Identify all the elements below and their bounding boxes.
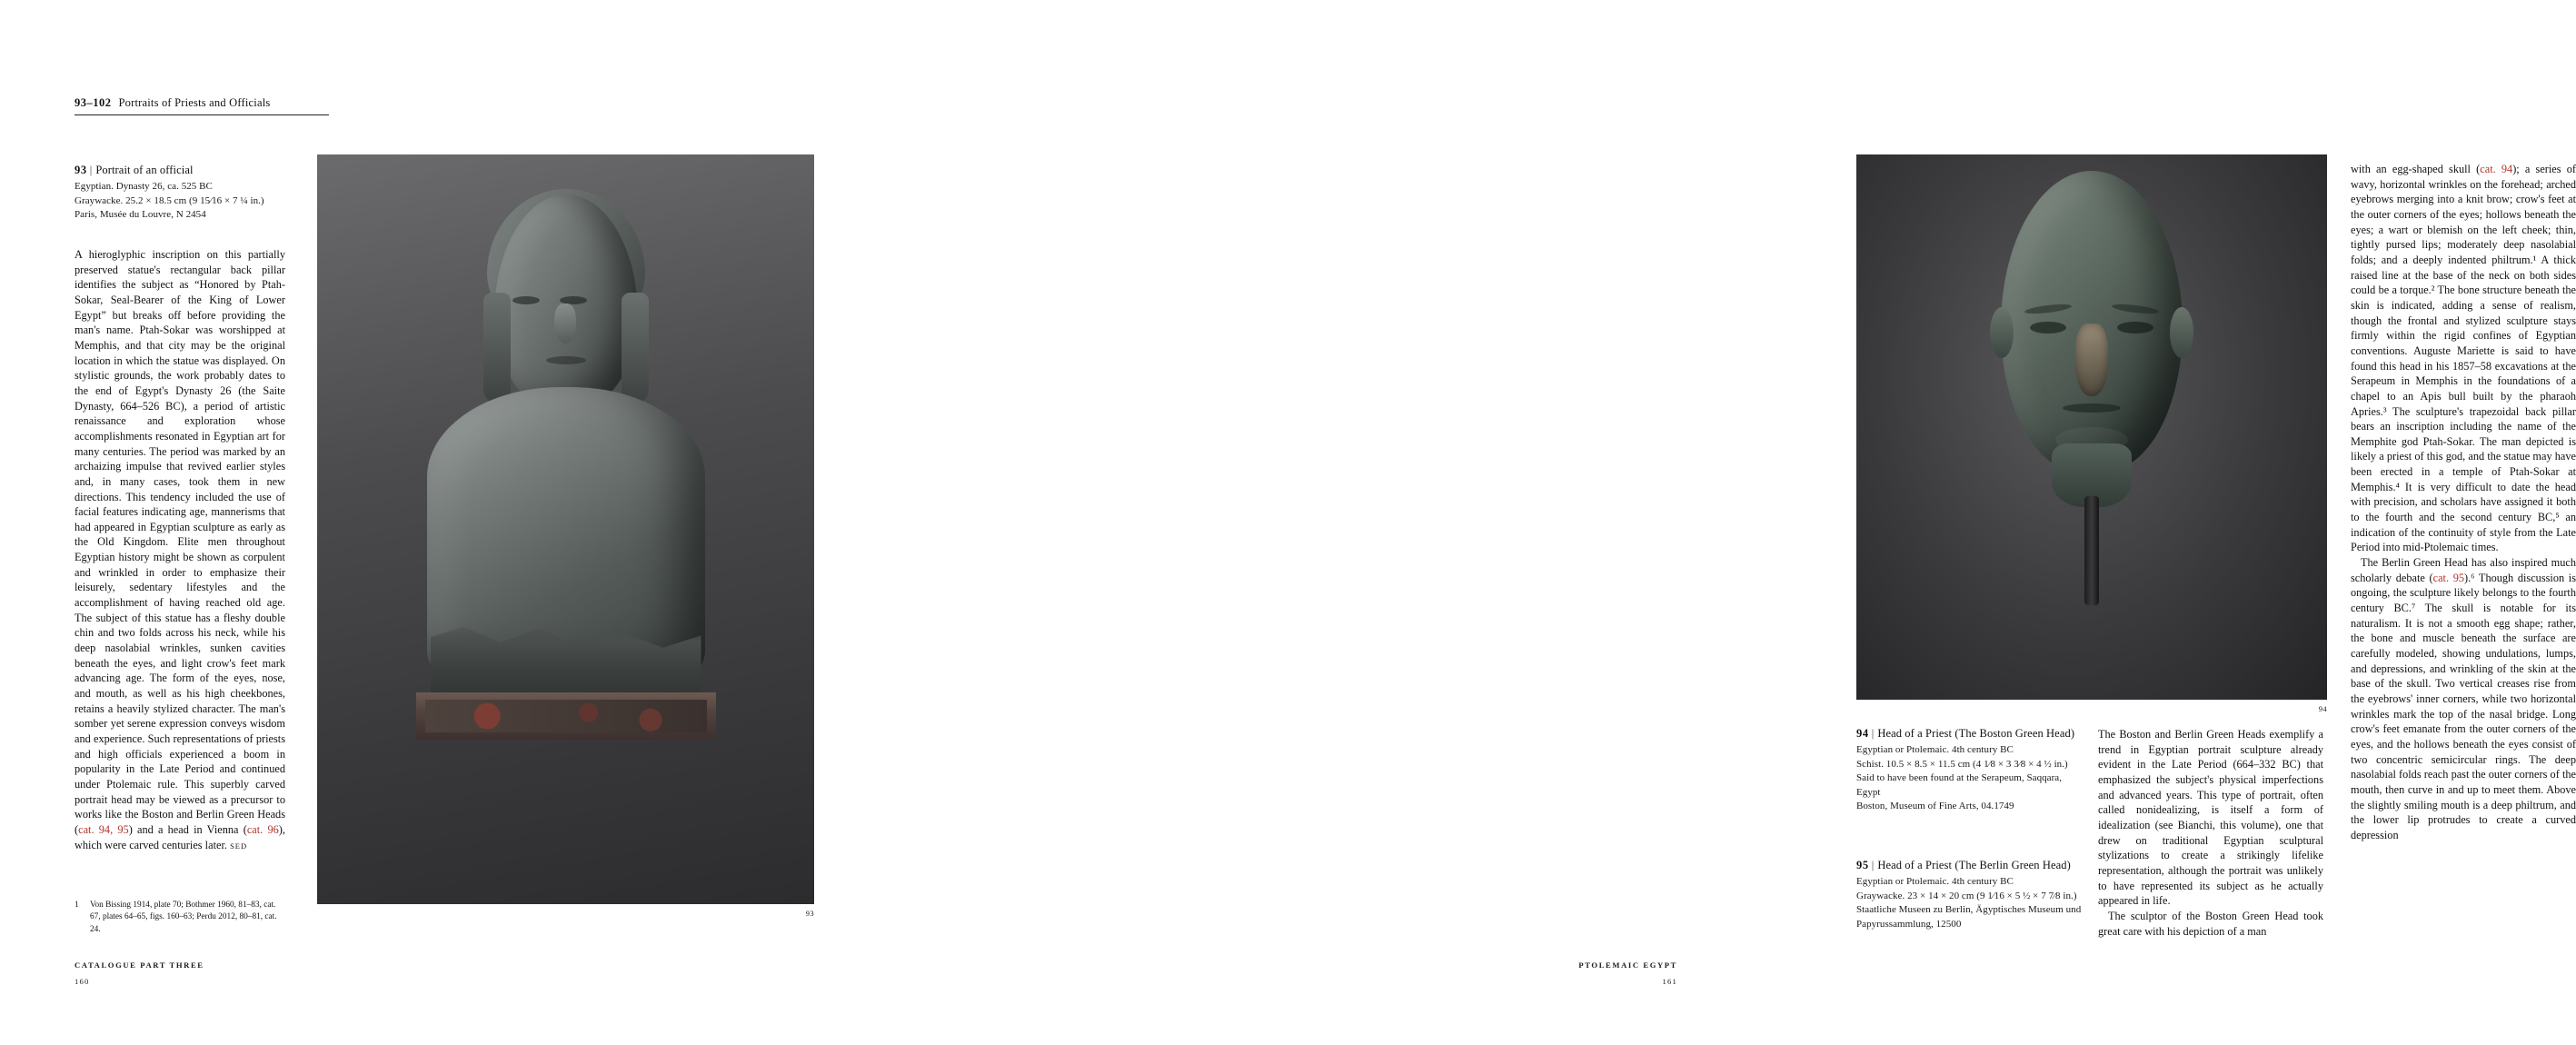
right-body-column-two (2098, 727, 2323, 939)
catalog-entry-93-meta-line-2: Graywacke. 25.2 × 18.5 cm (9 15⁄16 × 7 ¼ in.) (75, 194, 264, 206)
bust-nose (554, 304, 576, 343)
left-page (0, 0, 896, 1045)
left-footnote (75, 900, 285, 936)
catalog-entry-93-number: 93 (75, 164, 87, 176)
catalog-entry-93-meta-line-1: Egyptian. Dynasty 26, ca. 525 BC (75, 181, 213, 192)
catalog-entry-93-title-line (75, 164, 293, 177)
right-body-column-three (2351, 162, 2576, 843)
catalog-entry-94-title: Head of a Priest (The Boston Green Head) (1877, 727, 2075, 740)
green-head-mouth (2063, 403, 2121, 413)
catalog-entry-93-meta (75, 180, 293, 223)
bust-eye-left (512, 296, 540, 304)
right-column-three-paragraph-2: The Berlin Green Head has also inspired much scholarly debate (cat. 95).⁶ Though discussion is ongoing, the sculpture likely belongs to the fourth century BC.⁷ The skull is notable for its naturalism. It is not a smooth egg shape; rather, the bone and muscle beneath the surface are carefully modeled, showing undulations, lumps, and depressions, and wrinkling of the skin at the base of the skull. Two vertical creases rise from the eyebrows' inner corners, while two horizontal wrinkles mark the top of the nasal bridge. Long crow's feet emanate from the outer corners of the eyes, and the hollows beneath the eyes consist of two concentric semicircular rings. The deep nasolabial folds reach past the outer corners of the mouth, then curve in and up to meet them. Above the slightly smiling mouth is a deep philtrum, and the lower lip protrudes to create a curved depression (2351, 556, 2576, 841)
green-head-nose-damaged (2075, 323, 2108, 396)
green-head-skull (2001, 171, 2183, 471)
catalog-entry-94-separator: | (1871, 727, 1875, 740)
catalog-entry-94-meta-line-1: Egyptian or Ptolemaic. 4th century BC (1856, 744, 2014, 755)
catalog-entry-93-title: Portrait of an official (95, 164, 194, 176)
sculpture-bust-of-official (416, 194, 716, 740)
right-running-head: PTOLEMAIC EGYPT (1578, 960, 1677, 970)
catalog-entry-94-number: 94 (1856, 727, 1869, 740)
bust-marble-base (416, 692, 716, 740)
green-head-eye-left (2030, 322, 2066, 333)
green-head-eye-right (2117, 322, 2153, 333)
catalog-entry-94-meta-line-3: Said to have been found at the Serapeum, Saqqara, Egypt (1856, 772, 2063, 798)
section-header-range: 93–102 (75, 96, 112, 109)
left-running-head: CATALOGUE PART THREE (75, 960, 204, 970)
section-header-title: Portraits of Priests and Officials (118, 96, 271, 109)
catalog-entry-95 (1856, 859, 2082, 931)
catalog-entry-94-meta (1856, 743, 2082, 814)
plate-caption-94: 94 (2318, 704, 2327, 713)
right-folio-number: 161 (1662, 977, 1677, 986)
plate-image-93 (317, 154, 814, 904)
left-footnote-text: Von Bissing 1914, plate 70; Bothmer 1960, 81–83, cat. 67, plates 64–65, figs. 160–63; Perdu 2012, 80–81, cat. 24. (90, 901, 277, 934)
catalog-entry-93 (75, 164, 293, 223)
catalog-entry-94-meta-line-4: Boston, Museum of Fine Arts, 04.1749 (1856, 801, 2014, 812)
left-folio-number: 160 (75, 977, 90, 986)
catalog-entry-95-meta-line-2: Graywacke. 23 × 14 × 20 cm (9 1⁄16 × 5 ½ × 7 7⁄8 in.) (1856, 890, 2077, 901)
catalog-entry-95-meta (1856, 875, 2082, 931)
sculpture-boston-green-head (1984, 171, 2199, 643)
catalog-entry-95-title: Head of a Priest (The Berlin Green Head) (1877, 859, 2071, 871)
left-body-paragraph-1: A hieroglyphic inscription on this partially preserved statue's rectangular back pillar identifies the subject as “Honored by Ptah-Sokar, Seal-Bearer of the King of Lower Egypt” but breaks off before providing the man's name. Ptah-Sokar was worshipped at Memphis, and that city may be the original location in which the statue was displayed. On stylistic grounds, the work probably dates to the end of Egypt's Dynasty 26 (the Saite Dynasty, 664–526 BC), a period of artistic renaissance and exploration whose accomplishments resonated in Egyptian art for many centuries. The period was marked by an archaizing impulse that revived earlier styles and, in many cases, took them in new directions. This tendency included the use of facial features indicating age, mannerisms that had appeared in Egyptian sculpture as early as the Old Kingdom. Elite men throughout Egyptian history might be shown as corpulent and wrinkled in order to emphasize their leisurely, sedentary lifestyles and the accomplishment of having reached old age. The subject of this statue has a fleshy double chin and two folds across his neck, while his deep nasolabial wrinkles, sunken cavities beneath the eyes, and light crow's feet mark advancing age. The form of the eyes, nose, and mouth, as well as his high cheekbones, retains a heavily stylized character. The man's somber yet serene expression conveys wisdom and experience. Such representations of priests and high officials experienced a boom in popularity in the Late Period and continued under Ptolemaic rule. This superbly carved portrait head may be viewed as a precursor to works like the Boston and Berlin Green Heads (cat. 94, 95) and a head in Vienna (cat. 96), which were carved centuries later. SED (75, 248, 285, 851)
catalog-entry-94-meta-line-2: Schist. 10.5 × 8.5 × 11.5 cm (4 1⁄8 × 3 3⁄8 × 4 ½ in.) (1856, 758, 2068, 770)
plate-caption-93: 93 (805, 909, 814, 918)
green-head-ear-right (2170, 307, 2193, 358)
right-column-two-paragraph-1: The Boston and Berlin Green Heads exemplify a trend in Egyptian portrait sculpture already evident in the Late Period (664–332 BC) that emphasized the subject's physical imperfections and advanced years. This type of portrait, often called nonidealizing, is itself a form of idealization (see Bianchi, this volume), one that drew on traditional Egyptian sculptural stylizations to create a strikingly lifelike representation, although the portrait was unlikely to have represented its subject as he actually appeared in life. (2098, 728, 2323, 908)
catalog-entry-95-separator: | (1871, 859, 1875, 871)
green-head-display-mount (2084, 496, 2099, 605)
left-footnote-number: 1 (75, 901, 79, 910)
catalog-entry-93-meta-line-3: Paris, Musée du Louvre, N 2454 (75, 209, 206, 221)
left-body-column (75, 247, 285, 852)
plate-image-94 (1856, 154, 2327, 700)
section-header (75, 96, 329, 115)
green-head-ear-left (1990, 307, 2014, 358)
right-column-three-paragraph-1: with an egg-shaped skull (cat. 94); a series of wavy, horizontal wrinkles on the forehead; arched eyebrows merging into a knit brow; crow's feet at the outer corners of the eyes; hollows beneath the eyes; a wart or blemish on the left cheek; thin, tightly pursed lips; moderately deep nasolabial folds; and a deeply indented philtrum.¹ A thick raised line at the base of the neck on both sides could be a torque.² The bone structure beneath the skin is indicated, adding a sense of realism, though the frontal and stylized sculpture stays firmly within the rigid confines of Egyptian conventions. Auguste Mariette is said to have found this head in his 1857–58 excavations at the Serapeum in Memphis in the foundations of a chapel to an Apis bull built by the pharaoh Apries.³ The sculpture's trapezoidal back pillar bears an inscription including the name of the Memphite god Ptah-Sokar. The man depicted is likely a priest of this god, and the statue may have been erected in a temple of Ptah-Sokar at Memphis.⁴ It is very difficult to date the head with precision, and scholars have assigned it both to the fourth and the second century BC,⁵ an indication of the continuity of style from the Late Period into mid-Ptolemaic times. (2351, 163, 2576, 554)
catalog-entry-95-meta-line-1: Egyptian or Ptolemaic. 4th century BC (1856, 876, 2014, 887)
catalog-entry-95-title-line (1856, 859, 2082, 872)
right-column-two-paragraph-2: The sculptor of the Boston Green Head took great care with his depiction of a man (2098, 909, 2323, 938)
catalog-entry-94 (1856, 727, 2082, 814)
catalog-entry-94-title-line (1856, 727, 2082, 741)
catalog-entry-95-meta-line-3: Staatliche Museen zu Berlin, Ägyptisches Museum und Papyrussammlung, 12500 (1856, 904, 2082, 930)
bust-lappet-left (483, 293, 511, 403)
right-page (899, 0, 2576, 1045)
catalog-entry-93-separator: | (89, 164, 93, 176)
bust-mouth (546, 356, 586, 364)
catalog-entry-95-number: 95 (1856, 859, 1869, 871)
bust-lappet-right (622, 293, 649, 403)
